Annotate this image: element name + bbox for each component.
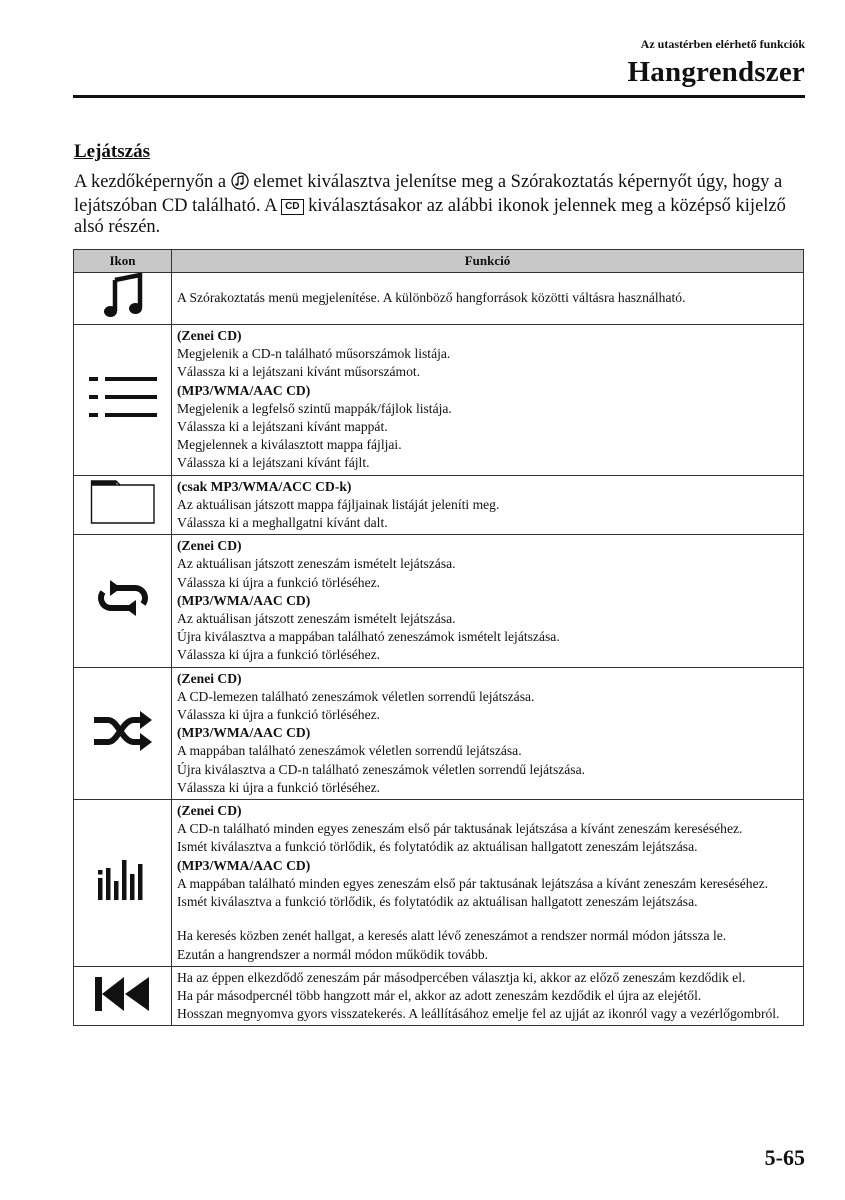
function-text: Az aktuálisan játszott zeneszám ismételt lejátszása. — [177, 611, 456, 627]
music-note-icon — [74, 273, 172, 325]
function-text: Ismét kiválasztva a funkció törlődik, és folytatódik az aktuálisan hallgatott zeneszám lejátszása. — [177, 894, 698, 910]
function-cell — [172, 475, 804, 535]
column-header-function: Funkció — [172, 250, 804, 273]
list-icon — [74, 325, 172, 476]
column-header-icon: Ikon — [74, 250, 172, 273]
intro-text-3: kiválasztásakor az alábbi ikonok jelennek meg a középső kijelző alsó részén. — [74, 196, 786, 237]
table-row — [74, 325, 804, 476]
function-cell — [172, 273, 804, 325]
icon-function-table — [73, 249, 804, 1026]
function-text: Az aktuálisan játszott mappa fájljainak listáját jeleníti meg. — [177, 496, 500, 512]
table-row — [74, 273, 804, 325]
section-title: Lejátszás — [74, 141, 150, 162]
function-text: Válassza ki újra a funkció törléséhez. — [177, 574, 381, 590]
function-text: Válassza ki újra a funkció törléséhez. — [177, 647, 381, 663]
function-text: Hosszan megnyomva gyors visszatekerés. A leállításához emelje fel az ujját az ikonról vagy a vezérlőgombról. — [177, 1006, 780, 1022]
function-text: A Szórakoztatás menü megjelenítése. A különböző hangforrások közötti váltásra használható. — [177, 290, 686, 306]
function-text: Válassza ki újra a funkció törléséhez. — [177, 779, 381, 795]
header-rule — [73, 95, 805, 98]
cd-button-icon: CD — [281, 199, 303, 215]
function-text: Megjelenik a legfelső szintű mappák/fájlok listája. — [177, 400, 452, 416]
line-spacer — [177, 911, 799, 927]
function-text: Válassza ki a meghallgatni kívánt dalt. — [177, 515, 388, 531]
function-text: Válassza ki a lejátszani kívánt mappát. — [177, 419, 388, 435]
table-row — [74, 966, 804, 1026]
function-text: A CD-lemezen található zeneszámok véletlen sorrendű lejátszása. — [177, 688, 535, 704]
function-text: Megjelennek a kiválasztott mappa fájljai. — [177, 437, 402, 453]
page-number: 5-65 — [764, 1145, 805, 1170]
function-text: Újra kiválasztva a mappában található zeneszámok ismételt lejátszása. — [177, 629, 560, 645]
running-header-section: Az utastérben elérhető funkciók — [640, 37, 805, 51]
function-text: A CD-n található minden egyes zeneszám első pár taktusának lejátszása a kívánt zeneszám kereséséhez. — [177, 821, 743, 837]
function-cell — [172, 325, 804, 476]
scan-icon — [74, 800, 172, 967]
disc-type-label: (MP3/WMA/AAC CD) — [177, 857, 311, 873]
function-text: Az aktuálisan játszott zeneszám ismételt lejátszása. — [177, 556, 456, 572]
function-text: Ha az éppen elkezdődő zeneszám pár másodpercében választja ki, akkor az előző zeneszám kezdődik el. — [177, 969, 746, 985]
function-text: Újra kiválasztva a CD-n található zeneszámok véletlen sorrendű lejátszása. — [177, 761, 586, 777]
intro-paragraph — [74, 172, 809, 238]
page-title: Hangrendszer — [627, 56, 805, 88]
function-cell — [172, 535, 804, 667]
function-text: A mappában található minden egyes zeneszám első pár taktusának lejátszása a kívánt zeneszám kereséséhez. — [177, 875, 769, 891]
function-text: Válassza ki a lejátszani kívánt fájlt. — [177, 455, 370, 471]
disc-type-label: (Zenei CD) — [177, 328, 242, 343]
music-circle-icon — [231, 172, 249, 196]
disc-type-label: (csak MP3/WMA/ACC CD-k) — [177, 478, 352, 494]
function-text: Megjelenik a CD-n található műsorszámok listája. — [177, 346, 451, 362]
function-text: A mappában található zeneszámok véletlen sorrendű lejátszása. — [177, 743, 522, 759]
function-text: Ismét kiválasztva a funkció törlődik, és folytatódik az aktuálisan hallgatott zeneszám lejátszása. — [177, 839, 698, 855]
function-cell — [172, 800, 804, 967]
table-row — [74, 800, 804, 967]
repeat-icon — [74, 535, 172, 667]
disc-type-label: (Zenei CD) — [177, 803, 242, 819]
function-text: Válassza ki újra a funkció törléséhez. — [177, 707, 381, 723]
function-cell — [172, 667, 804, 799]
disc-type-label: (Zenei CD) — [177, 538, 242, 554]
table-row — [74, 667, 804, 799]
disc-type-label: (Zenei CD) — [177, 670, 242, 686]
function-text: Ha keresés közben zenét hallgat, a keresés alatt lévő zeneszámot a rendszer normál módon játssza le. — [177, 928, 727, 944]
table-row — [74, 535, 804, 667]
disc-type-label: (MP3/WMA/AAC CD) — [177, 382, 311, 398]
shuffle-icon — [74, 667, 172, 799]
folder-icon — [74, 475, 172, 535]
function-text: Ezután a hangrendszer a normál módon működik tovább. — [177, 946, 489, 962]
intro-text-2: elemet kiválasztva jelenítse meg a Szórakoztatás képernyőt úgy, hogy a lejátszóban CD található. A — [74, 172, 783, 216]
intro-text-1: A kezdőképernyőn a — [74, 172, 231, 192]
function-text: Ha pár másodpercnél több hangzott már el, akkor az adott zeneszám kezdődik el újra az elejétől. — [177, 987, 702, 1003]
function-text: Válassza ki a lejátszani kívánt műsorszámot. — [177, 364, 421, 380]
table-row — [74, 475, 804, 535]
disc-type-label: (MP3/WMA/AAC CD) — [177, 592, 311, 608]
function-cell — [172, 966, 804, 1026]
disc-type-label: (MP3/WMA/AAC CD) — [177, 725, 311, 741]
skip-back-icon — [74, 966, 172, 1026]
